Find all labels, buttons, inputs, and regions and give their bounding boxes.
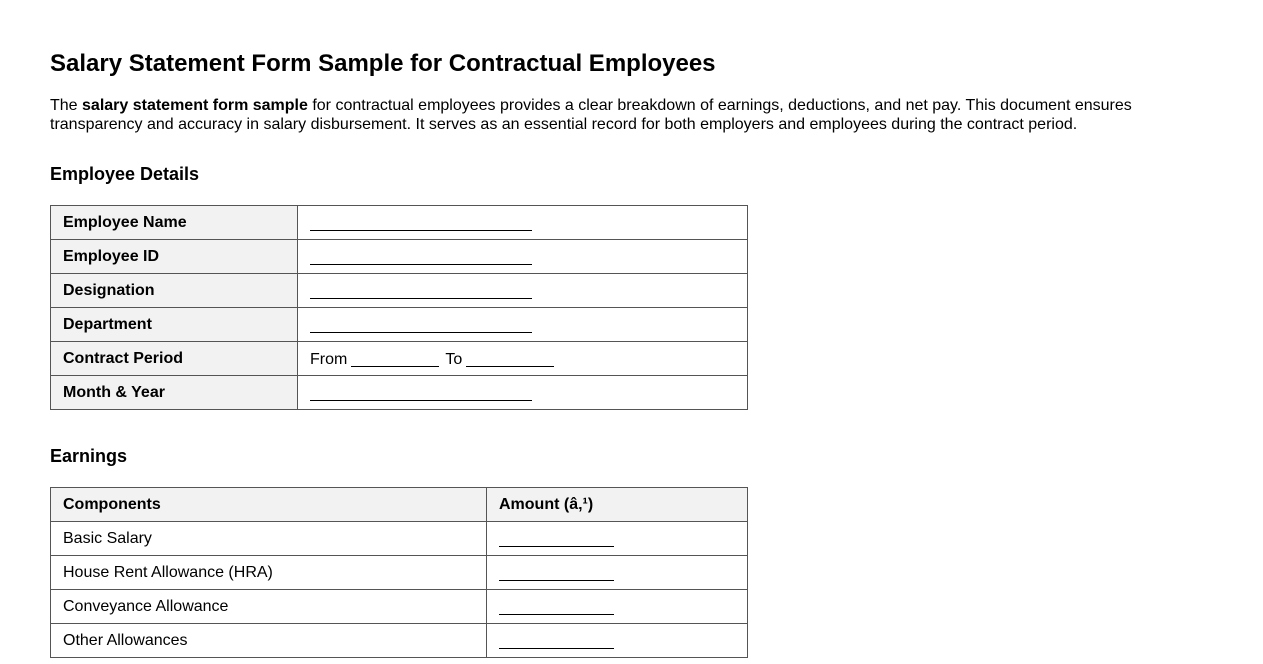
contract-period-label: Contract Period	[51, 342, 298, 376]
employee-id-label: Employee ID	[51, 240, 298, 274]
contract-from-label: From	[310, 350, 348, 368]
designation-label: Designation	[51, 274, 298, 308]
intro-bold-term: salary statement form sample	[82, 97, 308, 114]
contract-to-field[interactable]	[466, 352, 554, 367]
contract-to-label: To	[445, 350, 463, 368]
table-row	[51, 624, 748, 658]
table-row	[51, 274, 748, 308]
conveyance-allowance-amount-field[interactable]	[499, 600, 614, 615]
earnings-heading: Earnings	[50, 446, 128, 466]
table-row	[51, 590, 748, 624]
month-year-label: Month & Year	[51, 376, 298, 410]
employee-id-field-cell	[298, 240, 748, 274]
hra-amount-cell	[487, 556, 748, 590]
table-row	[51, 342, 748, 376]
employee-name-field-cell	[298, 206, 748, 240]
basic-salary-amount-field[interactable]	[499, 532, 614, 547]
table-row	[51, 522, 748, 556]
conveyance-allowance-amount-cell	[487, 590, 748, 624]
employee-name-field[interactable]	[310, 216, 532, 231]
employee-id-field[interactable]	[310, 250, 532, 265]
table-row	[51, 206, 748, 240]
month-year-field-cell	[298, 376, 748, 410]
table-row	[51, 240, 748, 274]
contract-period-field-cell	[298, 342, 748, 376]
employee-details-heading: Employee Details	[50, 164, 200, 184]
designation-field[interactable]	[310, 284, 532, 299]
basic-salary-label: Basic Salary	[51, 522, 487, 556]
table-header-row	[51, 488, 748, 522]
other-allowances-label: Other Allowances	[51, 624, 487, 658]
basic-salary-amount-cell	[487, 522, 748, 556]
department-field[interactable]	[310, 318, 532, 333]
page-title: Salary Statement Form Sample for Contractual Employees	[50, 50, 716, 77]
amount-column-header: Amount (â‚¹)	[487, 488, 748, 522]
hra-label: House Rent Allowance (HRA)	[51, 556, 487, 590]
employee-details-table	[50, 205, 748, 410]
table-row	[51, 308, 748, 342]
contract-from-field[interactable]	[351, 352, 439, 367]
conveyance-allowance-label: Conveyance Allowance	[51, 590, 487, 624]
employee-name-label: Employee Name	[51, 206, 298, 240]
intro-paragraph	[50, 97, 1150, 134]
other-allowances-amount-field[interactable]	[499, 634, 614, 649]
table-row	[51, 376, 748, 410]
department-field-cell	[298, 308, 748, 342]
components-column-header: Components	[51, 488, 487, 522]
table-row	[51, 556, 748, 590]
earnings-table	[50, 487, 748, 658]
intro-prefix: The	[50, 97, 83, 114]
month-year-field[interactable]	[310, 386, 532, 401]
intro-rest: for contractual employees provides a clear breakdown of earnings, deductions, and net pay. This document ensures transparency and accuracy in salary disbursement. It serves as an essential record for both employers and employees during the contract period.	[50, 97, 1132, 133]
hra-amount-field[interactable]	[499, 566, 614, 581]
department-label: Department	[51, 308, 298, 342]
other-allowances-amount-cell	[487, 624, 748, 658]
designation-field-cell	[298, 274, 748, 308]
